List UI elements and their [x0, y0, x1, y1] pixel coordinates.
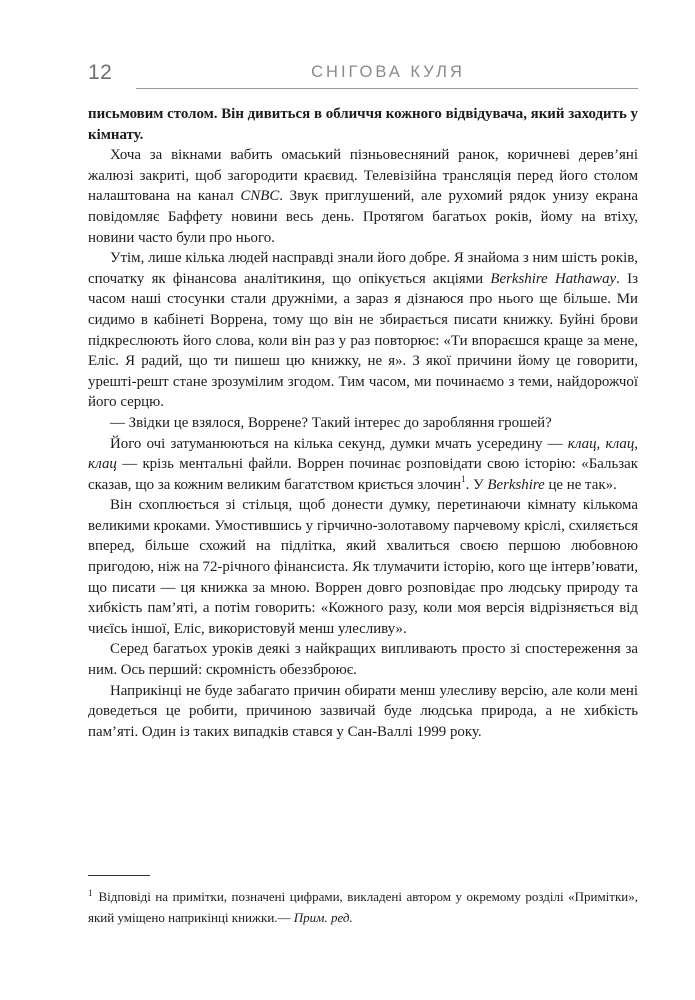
header-rule	[136, 88, 638, 89]
text-run: . Із часом наші стосунки стали дружніми, а зараз я дізнаюся про нього ще більше. Ми сидимо в кабінеті Воррена, тому що він не збирається писати книжку. Буйні брови підкреслюють його слова, коли він раз у раз повторює: «Ти впораєшся краще за мене, Еліс. Я радий, що ти пишеш цю книжку, не я». З якої причини йому це говорити, урешті-решт стане зрозумілим згодом. Тим часом, ми починаємо з теми, найдорожчої його серцю.	[88, 270, 638, 411]
paragraph-2	[88, 145, 638, 248]
text-run: . У	[465, 476, 488, 493]
paragraph-6	[88, 495, 638, 639]
footnote-ref[interactable]: 1	[461, 473, 466, 484]
footnote-paragraph	[88, 887, 638, 927]
paragraph-5	[88, 434, 638, 496]
footnote-mark: 1	[88, 888, 93, 898]
paragraph-7	[88, 639, 638, 680]
footnote-rule	[88, 875, 150, 876]
footnote-editor-note: Прим. ред.	[293, 910, 353, 925]
text-run: — Звідки це взялося, Воррене? Такий інтерес до заробляння грошей?	[110, 414, 552, 431]
text-run: Хоча за вікнами вабить омаський пізньовесняний ранок, коричневі дерев’яні жалюзі закриті, щоб загородити краєвид. Телевізійна трансляція перед його столом налаштована на канал	[88, 147, 638, 205]
paragraph-8	[88, 681, 638, 743]
text-run: це не так».	[544, 476, 617, 493]
text-run: . Звук приглушений, але рухомий рядок унизу екрана повідомляє Баффету новини весь день. Протягом багатьох років, йому на втіху, новини часто були про нього.	[88, 188, 638, 246]
footnote	[88, 887, 638, 927]
italic-run: клац, клац, клац	[88, 435, 639, 473]
text-run: Наприкінці не буде забагато причин обирати менш улесливу версію, але коли мені доведеться це робити, причиною зазвичай буде людська природа, а не хибкість пам’яті. Один із таких випадків стався у Сан-Валлі 1999 року.	[88, 682, 638, 740]
italic-run: CNBC	[240, 188, 280, 205]
text-run: Утім, лише кілька людей насправді знали його добре. Я знайома з ним шість років, спочатку як фінансова аналітикиня, що опікується акціями	[88, 250, 638, 287]
page-number: 12	[88, 61, 113, 84]
paragraph-3	[88, 248, 638, 413]
body-text	[88, 104, 638, 742]
running-title: СНІГОВА КУЛЯ	[311, 63, 465, 81]
page-header	[88, 55, 638, 93]
text-run: Серед багатьох уроків деякі з найкращих випливають просто зі спостереження за ним. Ось перший: скромність обеззброює.	[88, 641, 638, 679]
italic-run: Berkshire Hathaway	[490, 270, 617, 287]
italic-run: Berkshire	[487, 476, 545, 493]
footnote-text: Відповіді на примітки, позначені цифрами, викладені автором у окремому розділі «Примітки», який уміщено наприкінці книжки.—	[88, 889, 638, 925]
paragraph-4	[88, 413, 638, 434]
text-run: Його очі затуманюються на кілька секунд, думки мчать усередину —	[110, 435, 568, 452]
paragraph-1	[88, 104, 638, 145]
text-run: Він схоплюється зі стільця, щоб донести думку, перетинаючи кімнату кількома великими кроками. Умостившись у гірчично-золотавому парчевому кріслі, схиляється вперед, більше схожий на підлітка, який хвалиться своєю першою любовною пригодою, ніж на 72-річного фінансиста. Як тлумачити історію, кого ще інтерв’ювати, що писати — ця книжка за мною. Воррен довго розповідає про людську природу та хибкість пам’яті, а потім говорить: «Кожного разу, коли моя версія відрізняється від чиєїсь іншої, Еліс, використовуй менш улесливу».	[88, 497, 638, 637]
bold-continuation: письмовим столом. Він дивиться в обличчя кожного відвідувача, який заходить у кімнату.	[88, 106, 638, 143]
text-run: — крізь ментальні файли. Воррен починає розповідати свою історію: «Бальзак сказав, що за кожним великим багатством криється злочин	[88, 456, 638, 493]
